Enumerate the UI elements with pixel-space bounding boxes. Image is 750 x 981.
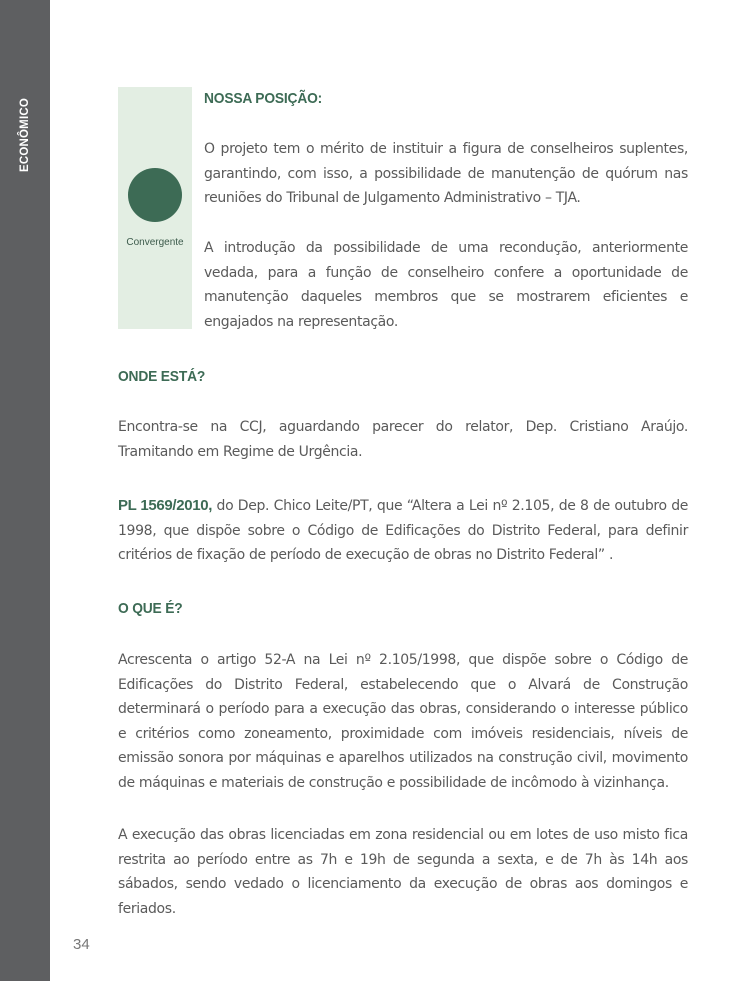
o-que-e-heading: O QUE É? xyxy=(118,600,183,617)
position-indicator-box xyxy=(118,87,192,329)
onde-esta-heading: ONDE ESTÁ? xyxy=(118,368,206,385)
bill-paragraph xyxy=(118,494,688,568)
section-label: ECONÔMICO xyxy=(19,98,31,172)
position-paragraph-1: O projeto tem o mérito de instituir a figura de conselheiros suplentes, garantindo, com isso, a possibilidade de manutenção de quórum nas reuniões do Tribunal de Julgamento Administrativo – TJA. xyxy=(204,141,688,206)
position-label: Convergente xyxy=(126,237,184,248)
bill-text: do Dep. Chico Leite/PT, que “Altera a Lei nº 2.105, de 8 de outubro de 1998, que dispõe sobre o Código de Edificações do Distrito Federal, para definir critérios de fixação de período de execução de obras no Distrito Federal” . xyxy=(118,498,688,563)
position-heading: NOSSA POSIÇÃO: xyxy=(204,90,323,107)
position-paragraph-2: A introdução da possibilidade de uma recondução, anteriormente vedada, para a função de conselheiro confere a oportunidade de manutenção daqueles membros que se mostrarem eficientes e engajados na representação. xyxy=(204,240,688,330)
o-que-e-paragraph-1: Acrescenta o artigo 52-A na Lei nº 2.105/1998, que dispõe sobre o Código de Edificações do Distrito Federal, estabelecendo que o Alvará de Construção determinará o período para a execução das obras, considerando o interesse público e critérios como zoneamento, proximidade com imóveis residenciais, níveis de emissão sonora por máquinas e aparelhos utilizados na construção civil, movimento de máquinas e materiais de construção e possibilidade de incômodo à vizinhança. xyxy=(118,652,688,791)
onde-esta-text: Encontra-se na CCJ, aguardando parecer do relator, Dep. Cristiano Araújo. Tramitando em Regime de Urgência. xyxy=(118,419,688,460)
section-label-wrapper xyxy=(15,100,35,170)
section-sidebar xyxy=(0,0,50,981)
o-que-e-paragraph-2: A execução das obras licenciadas em zona residencial ou em lotes de uso misto fica restrita ao período entre as 7h e 19h de segunda a sexta, e de 7h às 14h aos sábados, sendo vedado o licenciamento da execução de obras aos domingos e feriados. xyxy=(118,827,688,917)
bill-code: PL 1569/2010, xyxy=(118,497,213,514)
page-number: 34 xyxy=(73,936,90,953)
position-dot-icon xyxy=(128,168,182,222)
